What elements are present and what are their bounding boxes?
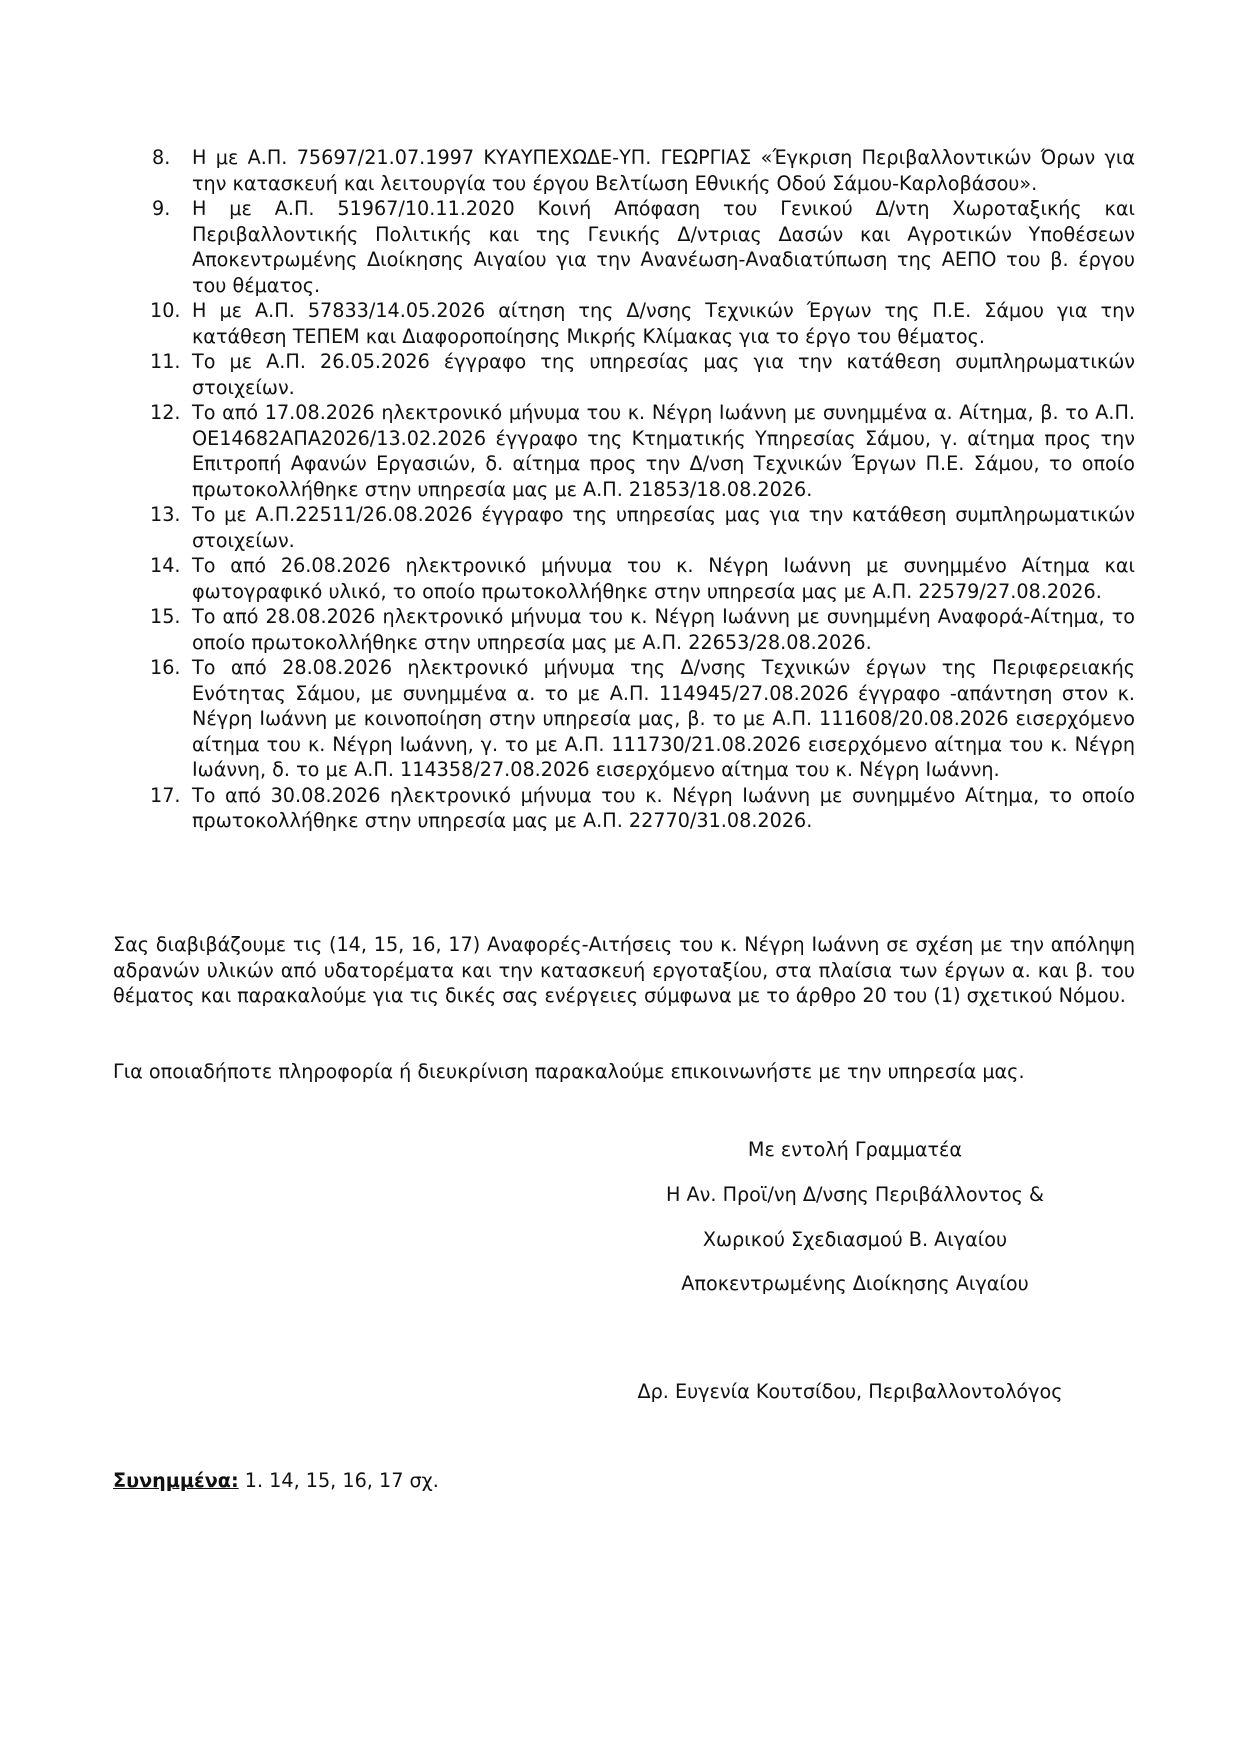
reference-number: 12. xyxy=(150,401,181,424)
reference-text: Το από 28.08.2026 ηλεκτρονικό μήνυμα του κ. Νέγρη Ιωάννη με συνημμένη Αναφορά-Αίτημα, το οποίο πρωτοκολλήθηκε στην υπηρεσία μας με Α.Π. 22653/28.08.2026. xyxy=(192,605,1135,654)
reference-text: Η με Α.Π. 51967/10.11.2020 Κοινή Απόφαση του Γενικού Δ/ντη Χωροταξικής και Περιβαλλοντικής Πολιτικής και της Γενικής Δ/ντριας Δασών και Αγροτικών Υποθέσεων Αποκεντρωμένης Διοίκησης Αιγαίου για την Ανανέωση-Αναδιατύπωση της ΑΕΠΟ του β. έργου του θέματος. xyxy=(192,197,1135,297)
references-list xyxy=(150,145,1135,834)
reference-number: 9. xyxy=(152,197,171,220)
reference-item xyxy=(150,655,1135,783)
signature-line-order: Με εντολή Γραμματέα xyxy=(747,1138,963,1161)
reference-item xyxy=(150,400,1135,502)
reference-item xyxy=(150,298,1135,349)
reference-text: Το με Α.Π.22511/26.08.2026 έγγραφο της υπηρεσίας μας για την κατάθεση συμπληρωματικών στοιχείων. xyxy=(192,503,1135,552)
reference-text: Το με Α.Π. 26.05.2026 έγγραφο της υπηρεσίας μας για την κατάθεση συμπληρωματικών στοιχείων. xyxy=(192,350,1135,399)
reference-number: 17. xyxy=(150,783,181,807)
reference-text: Η με Α.Π. 75697/21.07.1997 ΚΥΑΥΠΕΧΩΔΕ-ΥΠ. ΓΕΩΡΓΙΑΣ «Έγκριση Περιβαλλοντικών Όρων για την κατασκευή και λειτουργία του έργου Βελτίωση Εθνικής Οδού Σάμου-Καρλοβάσου». xyxy=(192,146,1135,195)
body-paragraph-forwarding: Σας διαβιβάζουμε τις (14, 15, 16, 17) Αναφορές-Αιτήσεις του κ. Νέγρη Ιωάννη σε σχέση με την απόληψη αδρανών υλικών από υδατορέματα και την κατασκευή εργοταξίου, στα πλαίσια των έργων α. και β. του θέματος και παρακαλούμε για τις δικές σας ενέργειες σύμφωνα με το άρθρο 20 του (1) σχετικού Νόμου. xyxy=(113,933,1135,1007)
reference-item xyxy=(150,196,1135,298)
attachments-label: Συνημμένα: xyxy=(113,1469,239,1492)
body-paragraph-contact: Για οποιαδήποτε πληροφορία ή διευκρίνιση παρακαλούμε επικοινωνήστε με την υπηρεσία μας. xyxy=(113,1060,1025,1083)
reference-number: 15. xyxy=(150,605,181,628)
signature-line-title: Η Αν. Προϊ/νη Δ/νσης Περιβάλλοντος & xyxy=(666,1183,1044,1206)
reference-item xyxy=(150,783,1135,834)
signer-name: Δρ. Ευγενία Κουτσίδου, Περιβαλλοντολόγος xyxy=(637,1380,1063,1403)
signature-line-authority: Αποκεντρωμένης Διοίκησης Αιγαίου xyxy=(681,1272,1029,1295)
reference-item xyxy=(150,349,1135,400)
reference-text: Το από 30.08.2026 ηλεκτρονικό μήνυμα του κ. Νέγρη Ιωάννη με συνημμένο Αίτημα, το οποίο πρωτοκολλήθηκε στην υπηρεσία μας με Α.Π. 22770/31.08.2026. xyxy=(192,783,1135,832)
reference-number: 8. xyxy=(152,146,171,169)
attachments-line xyxy=(113,1468,439,1493)
reference-text: Το από 17.08.2026 ηλεκτρονικό μήνυμα του κ. Νέγρη Ιωάννη με συνημμένα α. Αίτημα, β. το Α.Π. ΟΕ14682ΑΠΑ2026/13.02.2026 έγγραφο της Κτηματικής Υπηρεσίας Σάμου, γ. αίτημα προς την Επιτροπή Αφανών Εργασιών, δ. αίτημα προς την Δ/νση Τεχνικών Έργων Π.Ε. Σάμου, το οποίο πρωτοκολλήθηκε στην υπηρεσία μας με Α.Π. 21853/18.08.2026. xyxy=(192,401,1135,501)
reference-text: Το από 28.08.2026 ηλεκτρονικό μήνυμα της Δ/νσης Τεχνικών έργων της Περιφερειακής Ενότητας Σάμου, με συνημμένα α. το με Α.Π. 114945/27.08.2026 έγγραφο -απάντηση στον κ. Νέγρη Ιωάννη με κοινοποίηση στην υπηρεσία μας, β. το με Α.Π. 111608/20.08.2026 εισερχόμενο αίτημα του κ. Νέγρη Ιωάννη, γ. το με Α.Π. 111730/21.08.2026 εισερχόμενο αίτημα του κ. Νέγρη Ιωάννη, δ. το με Α.Π. 114358/27.08.2026 εισερχόμενο αίτημα του κ. Νέγρη Ιωάννη. xyxy=(192,656,1135,781)
signature-line-department: Χωρικού Σχεδιασμού Β. Αιγαίου xyxy=(702,1228,1008,1251)
reference-item xyxy=(150,145,1135,196)
reference-number: 16. xyxy=(150,656,181,679)
reference-number: 13. xyxy=(150,503,181,526)
attachments-value: 1. 14, 15, 16, 17 σχ. xyxy=(244,1469,439,1492)
reference-item xyxy=(150,553,1135,604)
reference-number: 11. xyxy=(150,350,181,373)
reference-number: 10. xyxy=(150,299,181,322)
reference-item xyxy=(150,502,1135,553)
reference-text: Η με Α.Π. 57833/14.05.2026 αίτηση της Δ/νσης Τεχνικών Έργων της Π.Ε. Σάμου για την κατάθεση ΤΕΠΕΜ και Διαφοροποίησης Μικρής Κλίμακας για το έργο του θέματος. xyxy=(192,299,1135,348)
reference-item xyxy=(150,604,1135,655)
reference-text: Το από 26.08.2026 ηλεκτρονικό μήνυμα του κ. Νέγρη Ιωάννη με συνημμένο Αίτημα και φωτογραφικό υλικό, το οποίο πρωτοκολλήθηκε στην υπηρεσία μας με Α.Π. 22579/27.08.2026. xyxy=(192,554,1135,603)
reference-number: 14. xyxy=(150,554,181,577)
